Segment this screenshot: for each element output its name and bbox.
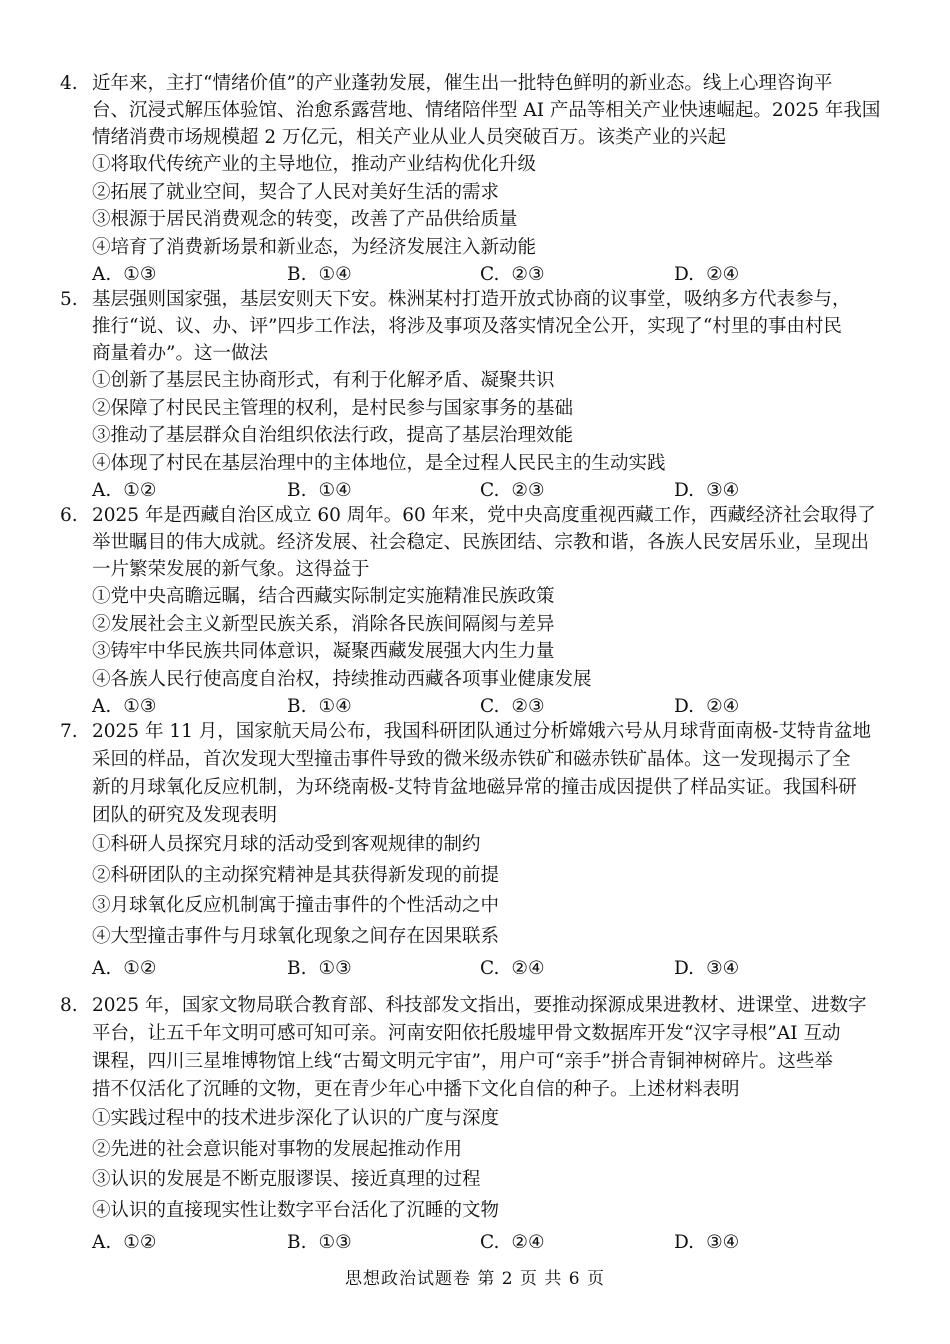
choice-c[interactable]: C. ②③ <box>480 696 545 717</box>
choice-a[interactable]: A. ①② <box>92 1232 157 1253</box>
option-statement: ②保障了村民民主管理的权利，是村民参与国家事务的基础 <box>92 397 574 419</box>
question-stem-line: 平台，让五千年文明可感可知可亲。河南安阳依托殷墟甲骨文数据库开发“汉字寻根”AI 互动 <box>92 1023 841 1044</box>
question-stem-line: 2025 年 11 月，国家航天局公布，我国科研团队通过分析嫦娥六号从月球背面南极-艾特肯盆地 <box>92 721 872 742</box>
option-statement: ③月球氧化反应机制寓于撞击事件的个性活动之中 <box>92 895 500 916</box>
choice-a[interactable]: A. ①③ <box>92 264 157 285</box>
choice-d[interactable]: D. ③④ <box>674 958 740 979</box>
choice-a[interactable]: A. ①② <box>92 480 157 501</box>
option-statement: ①科研人员探究月球的活动受到客观规律的制约 <box>92 834 481 855</box>
choice-c[interactable]: C. ②④ <box>480 958 545 979</box>
choice-d[interactable]: D. ③④ <box>674 480 740 501</box>
answer-choices <box>62 261 892 289</box>
option-statement: ③认识的发展是不断克服谬误、接近真理的过程 <box>92 1169 481 1190</box>
question-stem-line: 2025 年是西藏自治区成立 60 周年。60 年来，党中央高度重视西藏工作，西藏经济社会取得了 <box>92 505 876 526</box>
option-statement: ④认识的直接现实性让数字平台活化了沉睡的文物 <box>92 1199 500 1221</box>
question-number: 4. <box>60 73 78 94</box>
option-statement: ②发展社会主义新型民族关系，消除各民族间隔阂与差异 <box>92 613 555 635</box>
choice-a[interactable]: A. ①③ <box>92 696 157 717</box>
question-5 <box>62 286 892 505</box>
question-stem-line: 基层强则国家强，基层安则天下安。株洲某村打造开放式协商的议事堂，吸纳多方代表参与， <box>92 289 851 310</box>
question-number: 6. <box>60 505 78 526</box>
question-6 <box>62 502 892 721</box>
page-footer: 思想政治试题卷 第 2 页 共 6 页 <box>344 1269 606 1289</box>
choice-b[interactable]: B. ①④ <box>287 696 352 717</box>
question-4 <box>62 70 892 289</box>
answer-choices <box>62 952 892 986</box>
choice-b[interactable]: B. ①③ <box>287 1232 352 1253</box>
option-statement: ②科研团队的主动探究精神是其获得新发现的前提 <box>92 864 500 886</box>
question-stem-line: 推行“说、议、办、评”四步工作法，将涉及事项及落实情况全公开，实现了“村里的事由村民 <box>92 316 842 337</box>
option-statement: ①创新了基层民主协商形式，有利于化解矛盾、凝聚共识 <box>92 370 555 391</box>
question-stem-line: 措不仅活化了沉睡的文物，更在青少年心中播下文化自信的种子。上述材料表明 <box>92 1079 740 1100</box>
answer-choices <box>62 477 892 505</box>
question-stem-line: 举世瞩目的伟大成就。经济发展、社会稳定、民族团结、宗教和谐，各族人民安居乐业，呈现出 <box>92 532 870 553</box>
question-stem-line: 近年来，主打“情绪价值”的产业蓬勃发展，催生出一批特色鲜明的新业态。线上心理咨询平 <box>92 73 833 94</box>
choice-b[interactable]: B. ①④ <box>287 480 352 501</box>
choice-d[interactable]: D. ③④ <box>674 1232 740 1253</box>
option-statement: ④大型撞击事件与月球氧化现象之间存在因果联系 <box>92 925 500 947</box>
question-stem-line: 采回的样品，首次发现大型撞击事件导致的微米级赤铁矿和磁赤铁矿晶体。这一发现揭示了全 <box>92 749 851 770</box>
question-number: 7. <box>60 721 78 742</box>
choice-b[interactable]: B. ①④ <box>287 264 352 285</box>
question-stem-line: 台、沉浸式解压体验馆、治愈系露营地、情绪陪伴型 AI 产品等相关产业快速崛起。2025 年我国 <box>92 100 881 121</box>
option-statement: ④体现了村民在基层治理中的主体地位，是全过程人民民主的生动实践 <box>92 452 666 474</box>
option-statement: ①党中央高瞻远瞩，结合西藏实际制定实施精准民族政策 <box>92 586 555 607</box>
question-7 <box>62 718 892 986</box>
question-8 <box>62 992 892 1260</box>
choice-c[interactable]: C. ②③ <box>480 480 545 501</box>
choice-c[interactable]: C. ②④ <box>480 1232 545 1253</box>
option-statement: ④培育了消费新场景和新业态，为经济发展注入新动能 <box>92 236 537 258</box>
question-stem-line: 情绪消费市场规模超 2 万亿元，相关产业从业人员突破百万。该类产业的兴起 <box>92 127 727 148</box>
question-stem-line: 2025 年，国家文物局联合教育部、科技部发文指出，要推动探源成果进教材、进课堂、进数字 <box>92 995 867 1016</box>
question-stem-line: 一片繁荣发展的新气象。这得益于 <box>92 559 370 580</box>
option-statement: ③铸牢中华民族共同体意识，凝聚西藏发展强大内生力量 <box>92 641 555 662</box>
question-number: 5. <box>60 289 78 310</box>
choice-b[interactable]: B. ①③ <box>287 958 352 979</box>
option-statement: ③推动了基层群众自治组织依法行政，提高了基层治理效能 <box>92 425 574 446</box>
answer-choices <box>62 1226 892 1260</box>
question-stem-line: 课程，四川三星堆博物馆上线“古蜀文明元宇宙”，用户可“亲手”拼合青铜神树碎片。这些举 <box>92 1051 833 1072</box>
option-statement: ①将取代传统产业的主导地位，推动产业结构优化升级 <box>92 154 537 175</box>
option-statement: ④各族人民行使高度自治权，持续推动西藏各项事业健康发展 <box>92 668 592 690</box>
option-statement: ②先进的社会意识能对事物的发展起推动作用 <box>92 1138 463 1160</box>
choice-a[interactable]: A. ①② <box>92 958 157 979</box>
question-stem-line: 新的月球氧化反应机制，为环绕南极-艾特肯盆地磁异常的撞击成因提供了样品实证。我国科研 <box>92 777 857 798</box>
answer-choices <box>62 693 892 721</box>
question-number: 8. <box>60 995 78 1016</box>
question-stem-line: 商量着办”。这一做法 <box>92 343 268 364</box>
choice-d[interactable]: D. ②④ <box>674 696 740 717</box>
option-statement: ③根源于居民消费观念的转变，改善了产品供给质量 <box>92 209 518 230</box>
choice-d[interactable]: D. ②④ <box>674 264 740 285</box>
question-stem-line: 团队的研究及发现表明 <box>92 805 278 826</box>
option-statement: ①实践过程中的技术进步深化了认识的广度与深度 <box>92 1108 500 1129</box>
choice-c[interactable]: C. ②③ <box>480 264 545 285</box>
option-statement: ②拓展了就业空间，契合了人民对美好生活的需求 <box>92 181 500 203</box>
